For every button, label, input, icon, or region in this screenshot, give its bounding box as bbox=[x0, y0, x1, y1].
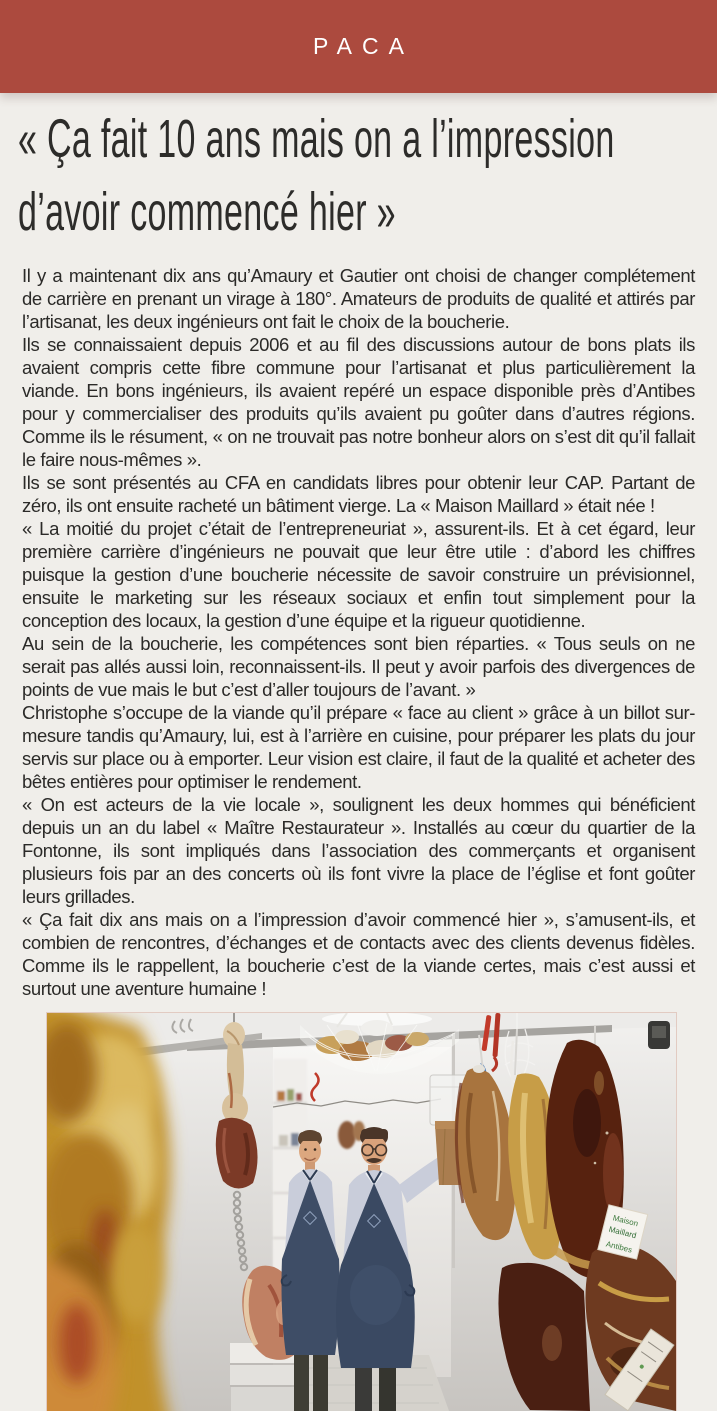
article bbox=[0, 103, 717, 1411]
article-paragraph: Ils se connaissaient depuis 2006 et au fil des discussions autour de bons plats ils avaient compris cette fibre commune pour l’artisanat et plus particulièrement la viande. En bons ingénieurs, ils avaient repéré un espace disponible près d’Antibes pour y commercialiser des produits qu’ils avaient pu goûter dans d’autres régions. Comme ils le résument, « on ne trouvait pas notre bonheur alors on s’est dit qu’il fallait le faire nous-mêmes ». bbox=[22, 334, 695, 470]
region-header bbox=[0, 0, 717, 93]
svg-text:Maillard: Maillard bbox=[607, 1224, 638, 1241]
article-paragraph: Ils se sont présentés au CFA en candidats libres pour obtenir leur CAP. Partant de zéro, ils ont ensuite racheté un bâtiment vierge. La « Maison Maillard » était née ! bbox=[22, 472, 695, 516]
article-paragraph: « Ça fait dix ans mais on a l’impression d’avoir commencé hier », s’amusent-ils, et combien de rencontres, d’échanges et de contacts avec des clients devenus fidèles. Comme ils le rappellent, la boucherie c’est de la viande certes, mais c’est aussi et surtout une aventure humaine ! bbox=[22, 909, 695, 999]
article-paragraph: Christophe s’occupe de la viande qu’il prépare « face au client » grâce à un billot sur-mesure tandis qu’Amaury, lui, est à l’arrière en cuisine, pour préparer les plats du jour servis sur place ou à emporter. Leur vision est claire, il faut de la qualité et acheter des bêtes entières pour optimiser le rendement. bbox=[22, 702, 695, 792]
article-body bbox=[22, 264, 695, 1000]
article-paragraph: « On est acteurs de la vie locale », soulignent les deux hommes qui bénéficient depuis un an du label « Maître Restaurateur ». Installés au cœur du quartier de la Fontonne, ils sont impliqués dans l’association des commerçants et organisent plusieurs fois par an des concerts où ils font vivre la place de l’église et font goûter leurs grillades. bbox=[22, 794, 695, 907]
article-title bbox=[18, 103, 695, 249]
region-label: PACA bbox=[313, 33, 414, 59]
svg-text:Antibes: Antibes bbox=[604, 1239, 634, 1255]
article-title-line1: « Ça fait 10 ans mais on a l’impression bbox=[18, 109, 615, 169]
article-paragraph: Il y a maintenant dix ans qu’Amaury et Gautier ont choisi de changer complétement de carrière en prenant un virage à 180°. Amateurs de produits de qualité et attirés par l’artisanat, les deux ingénieurs ont fait le choix de la boucherie. bbox=[22, 265, 695, 332]
article-photo bbox=[47, 1013, 676, 1411]
article-title-line2: d’avoir commencé hier » bbox=[18, 182, 396, 242]
article-paragraph: « La moitié du projet c’était de l’entrepreneuriat », assurent-ils. Et à cet égard, leur première carrière d’ingénieurs ne pouvait que leur être utile : d’abord les chiffres puisque la gestion d’une boucherie nécessite de savoir construire un prévisionnel, ensuite le marketing sur les réseaux sociaux et enfin tout simplement pour la conception des locaux, la gestion d’une équipe et la rigueur quotidienne. bbox=[22, 518, 695, 631]
butcher-shop-photo-illustration bbox=[47, 1013, 676, 1411]
article-paragraph: Au sein de la boucherie, les compétences sont bien réparties. « Tous seuls on ne serait pas allés aussi loin, reconnaissent-ils. Il peut y avoir parfois des divergences de points de vue mais le but c’est d’aller toujours de l’avant. » bbox=[22, 633, 695, 700]
svg-text:Maison: Maison bbox=[611, 1213, 640, 1229]
